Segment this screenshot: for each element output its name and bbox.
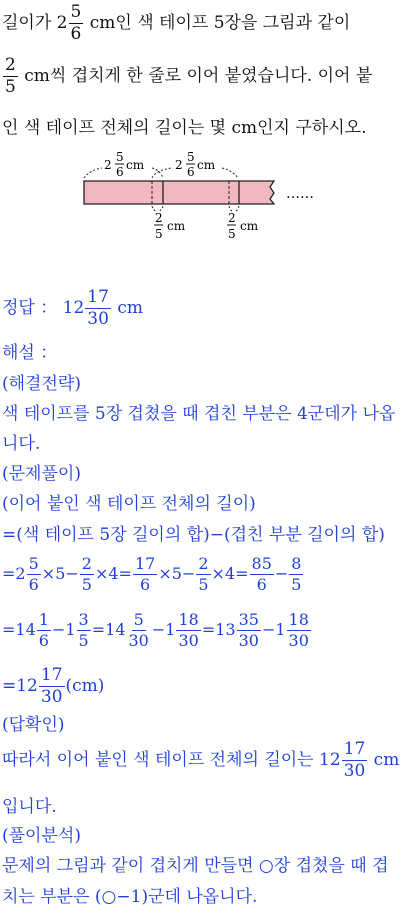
analysis-line-2: 치는 부분은 (○−1)군데 나옵니다. [2, 887, 258, 907]
problem-text: cm씩 겹치게 한 줄로 이어 붙였습니다. 이어 붙 [18, 66, 373, 86]
svg-text:cm: cm [167, 219, 186, 233]
eq-text: −1 [261, 620, 286, 639]
numerator: 17 [343, 739, 366, 759]
svg-text:5: 5 [116, 150, 124, 164]
tape-strip [84, 181, 274, 204]
check-line-2: 입니다. [2, 797, 57, 817]
denominator: 5 [5, 77, 16, 97]
svg-text:2: 2 [104, 158, 112, 172]
strategy-line-2: 니다. [2, 434, 41, 454]
denominator: 6 [38, 631, 49, 650]
fraction [27, 556, 41, 593]
svg-text:5: 5 [228, 227, 236, 241]
denominator: 5 [78, 631, 89, 650]
svg-text:cm: cm [240, 219, 259, 233]
svg-text:2: 2 [228, 211, 236, 225]
eq-text: =14 [91, 620, 126, 639]
denominator: 30 [128, 631, 149, 650]
numerator: 1 [38, 610, 49, 629]
eq-text: =2 [2, 564, 26, 583]
unit: cm [368, 750, 400, 770]
numerator: 8 [291, 554, 302, 573]
eq-text: − [274, 564, 289, 583]
tape-ellipsis: …… [286, 186, 314, 202]
tape-label-bottom-2 [227, 211, 259, 241]
numerator: 5 [133, 610, 144, 629]
eq-text: −1 [151, 620, 176, 639]
analysis-line-1: 문제의 그림과 같이 겹치게 만들면 ○장 겹쳤을 때 겹 [2, 856, 389, 876]
problem-line-1 [2, 2, 351, 44]
tape-label-top-2 [175, 150, 216, 179]
fraction [250, 556, 274, 593]
tape-label-bottom-1 [154, 211, 186, 241]
equation-line-2 [2, 608, 312, 652]
numerator: 17 [40, 665, 63, 685]
tape-dim-line-2 [152, 168, 238, 178]
fraction [176, 612, 200, 649]
eq-text: ×4= [94, 564, 132, 583]
eq-text: ×4= [211, 564, 249, 583]
denominator: 6 [140, 575, 151, 594]
eq-text: =12 [2, 676, 38, 696]
fraction [39, 667, 65, 706]
fraction [37, 612, 51, 649]
fraction [80, 556, 94, 593]
svg-text:6: 6 [187, 165, 195, 179]
denominator: 5 [291, 575, 302, 594]
mixed-whole: 12 [62, 298, 85, 318]
denominator: 30 [343, 761, 366, 781]
check-text: 따라서 이어 붙인 색 테이프 전체의 길이는 12 [2, 750, 341, 770]
numerator: 35 [238, 610, 259, 629]
unit: cm [111, 298, 143, 318]
denominator: 30 [238, 631, 259, 650]
analysis-title: (풀이분석) [2, 826, 81, 846]
denominator: 6 [28, 575, 39, 594]
numerator: 5 [70, 2, 82, 22]
svg-text:6: 6 [116, 165, 124, 179]
denominator: 30 [40, 687, 63, 707]
denominator: 5 [198, 575, 209, 594]
numerator: 85 [251, 554, 272, 573]
mixed-whole: 2 [56, 13, 68, 33]
numerator: 2 [198, 554, 209, 573]
svg-text:5: 5 [155, 227, 163, 241]
svg-text:2: 2 [155, 211, 163, 225]
numerator: 18 [178, 610, 199, 629]
check-line-1 [2, 738, 399, 782]
denominator: 30 [288, 631, 309, 650]
denominator: 5 [81, 575, 92, 594]
numerator: 3 [78, 610, 89, 629]
fraction [237, 612, 261, 649]
fraction [287, 612, 311, 649]
fraction [3, 57, 18, 96]
explain-label: 해설 ： [2, 343, 58, 363]
fraction [127, 612, 151, 649]
answer-label: 정답 ： [2, 298, 63, 318]
problem-text: cm인 색 테이프 5장을 그림과 같이 [84, 13, 351, 33]
solve-line-2: =(색 테이프 5장 길이의 합)−(겹친 부분 길이의 합) [2, 525, 385, 545]
check-title: (답확인) [2, 715, 65, 735]
fraction [69, 4, 84, 43]
svg-text:cm: cm [197, 158, 216, 172]
fraction [289, 556, 303, 593]
eq-text: ×5− [158, 564, 196, 583]
fraction [133, 556, 157, 593]
svg-text:cm: cm [126, 158, 145, 172]
numerator: 17 [87, 287, 109, 307]
solve-line-1: (이어 붙인 색 테이프 전체의 길이) [2, 494, 256, 514]
strategy-title: (해결전략) [2, 374, 81, 394]
denominator: 6 [256, 575, 267, 594]
denominator: 6 [70, 24, 82, 44]
fraction [342, 741, 368, 780]
unit: (cm) [65, 676, 105, 696]
denominator: 30 [178, 631, 199, 650]
svg-text:2: 2 [175, 158, 183, 172]
fraction [196, 556, 210, 593]
svg-text:5: 5 [187, 150, 195, 164]
numerator: 17 [134, 554, 156, 573]
eq-text: ×5− [41, 564, 79, 583]
tape-label-top-1 [104, 150, 145, 179]
solve-title: (문제풀이) [2, 464, 81, 484]
equation-line-3 [2, 664, 104, 708]
answer-line [2, 288, 143, 328]
problem-text: 길이가 [2, 13, 57, 33]
numerator: 5 [28, 554, 39, 573]
problem-line-2 [2, 56, 372, 96]
eq-text: =13 [201, 620, 236, 639]
fraction [77, 612, 91, 649]
tape-figure [0, 148, 400, 243]
numerator: 2 [81, 554, 92, 573]
fraction [85, 289, 111, 328]
numerator: 18 [288, 610, 309, 629]
eq-text: =14 [2, 620, 36, 639]
eq-text: −1 [51, 620, 76, 639]
numerator: 2 [5, 55, 16, 75]
denominator: 30 [87, 309, 109, 329]
equation-line-1 [2, 552, 304, 596]
strategy-line-1: 색 테이프를 5장 겹쳤을 때 겹친 부분은 4군데가 나옵 [2, 404, 396, 424]
problem-line-3: 인 색 테이프 전체의 길이는 몇 cm인지 구하시오. [2, 118, 367, 138]
